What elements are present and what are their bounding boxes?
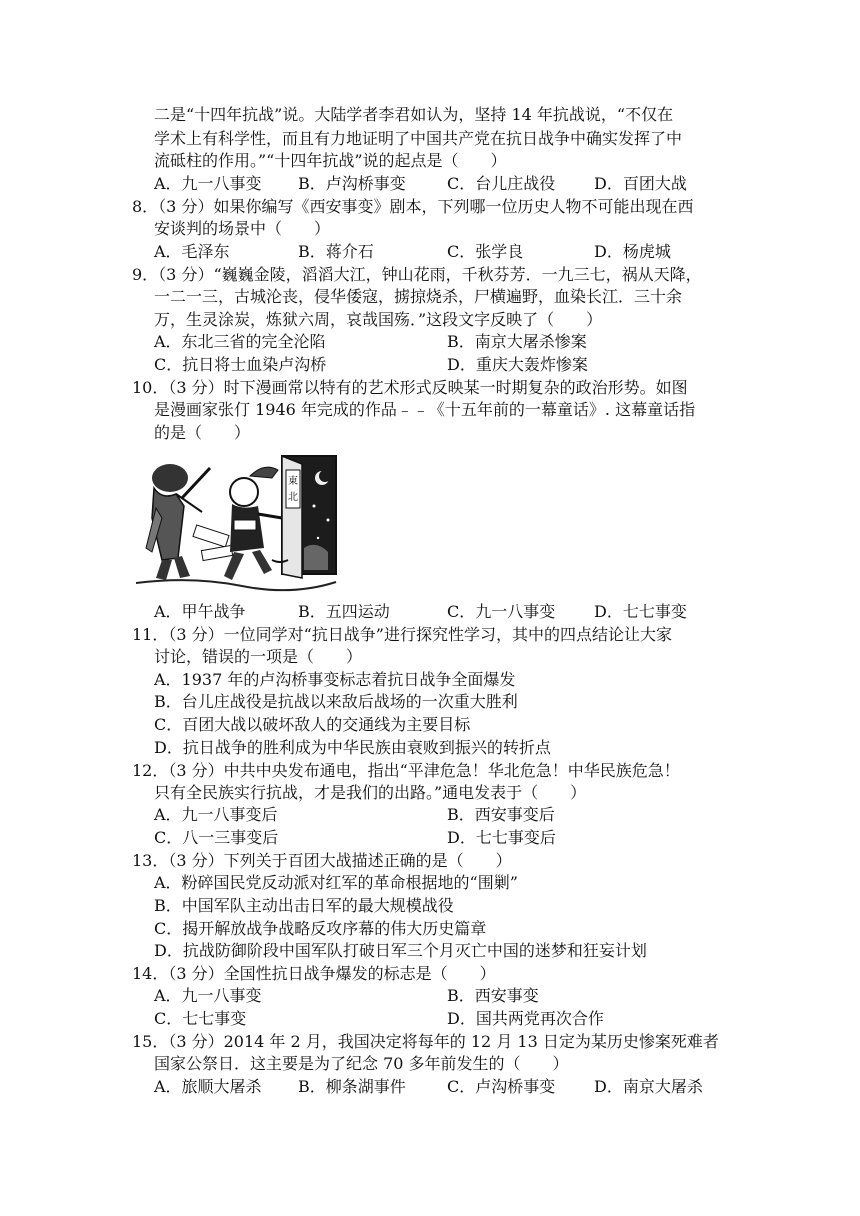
q13-option-d[interactable]: D．抗战防御阶段中国军队打破日军三个月灭亡中国的迷梦和狂妄计划 <box>154 941 647 960</box>
q7-text-line-1: 二是“十四年抗战”说。大陆学者李君如认为，坚持 14 年抗战说，“不仅在 <box>154 105 674 124</box>
q8-text-line-2: 安谈判的场景中（ ） <box>154 219 331 238</box>
q7-option-b[interactable]: B．卢沟桥事变 <box>298 174 406 193</box>
q7-text-line-3: 流砥柱的作用。”“十四年抗战”说的起点是（ ） <box>154 151 507 170</box>
cartoon-illustration <box>132 448 340 596</box>
q7-option-d[interactable]: D．百团大战 <box>594 174 687 193</box>
q9-text-line-1: 9．（3 分）“巍巍金陵，滔滔大江，钟山花雨，千秋芬芳．一九三七，祸从天降， <box>132 265 702 284</box>
q8-option-b[interactable]: B．蒋介石 <box>298 242 374 261</box>
q10-option-d[interactable]: D．七七事变 <box>594 602 687 621</box>
q15-option-a[interactable]: A．旅顺大屠杀 <box>154 1077 262 1096</box>
q11-text-line-2: 讨论，错误的一项是（ ） <box>154 647 363 666</box>
q11-option-d[interactable]: D．抗日战争的胜利成为中华民族由衰败到振兴的转折点 <box>154 738 551 757</box>
q10-text-line-3: 的是（ ） <box>154 423 251 442</box>
q10-option-b[interactable]: B．五四运动 <box>298 602 390 621</box>
q15-option-d[interactable]: D．南京大屠杀 <box>594 1077 703 1096</box>
q13-text-line-1: 13．（3 分）下列关于百团大战描述正确的是（ ） <box>132 851 512 870</box>
q8-option-a[interactable]: A．毛泽东 <box>154 242 230 261</box>
q10-option-c[interactable]: C．九一八事变 <box>447 602 556 621</box>
q10-text-line-2: 是漫画家张仃 1946 年完成的作品﹣﹣《十五年前的一幕童话》. 这幕童话指 <box>154 400 696 419</box>
q13-option-a[interactable]: A．粉碎国民党反动派对红军的革命根据地的“围剿” <box>154 873 518 892</box>
q7-option-c[interactable]: C．台儿庄战役 <box>447 174 556 193</box>
q14-option-b[interactable]: B．西安事变 <box>447 986 539 1005</box>
q8-option-d[interactable]: D．杨虎城 <box>594 242 671 261</box>
q14-text-line-1: 14．（3 分）全国性抗日战争爆发的标志是（ ） <box>132 964 496 983</box>
q11-option-c[interactable]: C．百团大战以破坏敌人的交通线为主要目标 <box>154 715 471 734</box>
q14-option-c[interactable]: C．七七事变 <box>154 1009 247 1028</box>
q11-option-b[interactable]: B．台儿庄战役是抗战以来敌后战场的一次重大胜利 <box>154 692 518 711</box>
q15-text-line-2: 国家公祭日．这主要是为了纪念 70 多年前发生的（ ） <box>154 1054 569 1073</box>
q13-option-b[interactable]: B．中国军队主动出击日军的最大规模战役 <box>154 896 454 915</box>
q15-option-b[interactable]: B．柳条湖事件 <box>298 1077 406 1096</box>
q10-option-a[interactable]: A．甲午战争 <box>154 602 246 621</box>
q12-text-line-1: 12．（3 分）中共中央发布通电，指出“平津危急！华北危急！中华民族危急！ <box>132 761 680 780</box>
q12-option-d[interactable]: D．七七事变后 <box>447 828 556 847</box>
q14-option-a[interactable]: A．九一八事变 <box>154 986 262 1005</box>
door-sign-char-2: 北 <box>288 492 298 503</box>
q9-option-c[interactable]: C．抗日将士血染卢沟桥 <box>154 355 327 374</box>
q9-option-a[interactable]: A．东北三省的完全沦陷 <box>154 332 326 351</box>
q15-option-c[interactable]: C．卢沟桥事变 <box>447 1077 556 1096</box>
q8-option-c[interactable]: C．张学良 <box>447 242 524 261</box>
q12-option-a[interactable]: A．九一八事变后 <box>154 805 278 824</box>
q12-option-b[interactable]: B．西安事变后 <box>447 805 555 824</box>
q9-text-line-3: 万，生灵涂炭，炼狱六周，哀哉国殇．”这段文字反映了（ ） <box>154 310 603 329</box>
q8-text-line-1: 8．（3 分）如果你编写《西安事变》剧本，下列哪一位历史人物不可能出现在西 <box>132 197 694 216</box>
q7-option-a[interactable]: A．九一八事变 <box>154 174 262 193</box>
q12-option-c[interactable]: C．八一三事变后 <box>154 828 279 847</box>
q11-text-line-1: 11．（3 分）一位同学对“抗日战争”进行探究性学习，其中的四点结论让大家 <box>132 625 672 644</box>
q10-text-line-1: 10．（3 分）时下漫画常以特有的艺术形式反映某一时期复杂的政治形势。如图 <box>132 378 688 397</box>
q14-option-d[interactable]: D．国共两党再次合作 <box>447 1009 604 1028</box>
q9-option-b[interactable]: B．南京大屠杀惨案 <box>447 332 587 351</box>
door-sign-char-1: 東 <box>288 476 298 487</box>
q11-option-a[interactable]: A．1937 年的卢沟桥事变标志着抗日战争全面爆发 <box>154 670 516 689</box>
q9-text-line-2: 一二一三，古城沦丧，侵华倭寇，掳掠烧杀，尸横遍野，血染长江．三十余 <box>154 287 683 306</box>
q15-text-line-1: 15．（3 分）2014 年 2 月，我国决定将每年的 12 月 13 日定为某历史惨案死难者 <box>132 1032 719 1051</box>
q13-option-c[interactable]: C．揭开解放战争战略反攻序幕的伟大历史篇章 <box>154 919 487 938</box>
q9-option-d[interactable]: D．重庆大轰炸惨案 <box>447 355 588 374</box>
q7-text-line-2: 学术上有科学性，而且有力地证明了中国共产党在抗日战争中确实发挥了中 <box>154 129 683 148</box>
q12-text-line-2: 只有全民族实行抗战，才是我们的出路。”通电发表于（ ） <box>154 783 587 802</box>
